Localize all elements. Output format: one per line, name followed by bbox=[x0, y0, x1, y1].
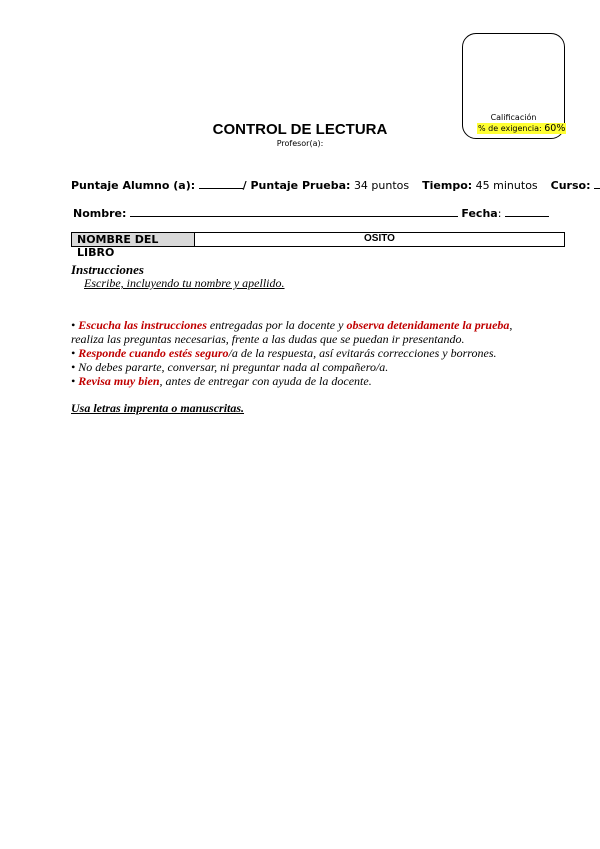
emphasis-listen: Escucha las instrucciones bbox=[78, 318, 207, 332]
exigencia-text: % de exigencia: bbox=[478, 124, 545, 133]
test-score-label: / Puntaje Prueba: bbox=[242, 179, 351, 192]
name-label: Nombre: bbox=[73, 207, 127, 220]
grade-box bbox=[462, 33, 565, 139]
bullet: • bbox=[71, 346, 76, 360]
instruction-item-quiet: • No debes pararte, conversar, ni preguntar nada al compañero/a. bbox=[71, 360, 389, 374]
emphasis-review: Revisa muy bien bbox=[78, 374, 160, 388]
bullet: • bbox=[71, 374, 76, 388]
student-score-field[interactable] bbox=[199, 178, 243, 189]
student-score-label: Puntaje Alumno (a): bbox=[71, 179, 196, 192]
instruction-item-respond bbox=[71, 346, 531, 360]
emphasis-observe: observa detenidamente la prueba bbox=[346, 318, 510, 332]
book-row bbox=[71, 232, 565, 259]
time-label: Tiempo: bbox=[422, 179, 473, 192]
name-field[interactable] bbox=[130, 206, 458, 217]
emphasis-respond: Responde cuando estés seguro bbox=[78, 346, 229, 360]
instruction-text: , realiza las preguntas necesarias, frente a las dudas que se puedan ir presentando. bbox=[71, 318, 513, 346]
instructions-heading: Instrucciones bbox=[71, 262, 144, 277]
instruction-text: , antes de entregar con ayuda de la docente. bbox=[159, 374, 372, 388]
writing-note: Usa letras imprenta o manuscritas. bbox=[71, 401, 245, 415]
grade-label: Calificación bbox=[490, 113, 537, 122]
instructions-subheading: Escribe, incluyendo tu nombre y apellido. bbox=[84, 276, 285, 290]
date-label: Fecha bbox=[461, 207, 498, 220]
name-line: Nombre: Fecha: bbox=[73, 206, 549, 220]
instruction-text: /a de la respuesta, así evitarás correcciones y borrones. bbox=[228, 346, 497, 360]
exigencia-value: 60% bbox=[544, 123, 566, 134]
time-value: 45 minutos bbox=[475, 179, 538, 192]
bullet: • bbox=[71, 318, 76, 332]
exigencia-label bbox=[477, 123, 566, 134]
book-label: NOMBRE DEL LIBRO bbox=[72, 233, 195, 246]
teacher-label: Profesor(a): bbox=[276, 139, 324, 148]
book-title: OSITO bbox=[364, 233, 395, 244]
instruction-item-review bbox=[71, 374, 531, 388]
course-field[interactable] bbox=[594, 178, 600, 189]
test-score-value: 34 puntos bbox=[353, 179, 410, 192]
course-label: Curso: bbox=[550, 179, 591, 192]
instruction-text: entregadas por la docente y bbox=[206, 318, 347, 332]
page-title: CONTROL DE LECTURA bbox=[212, 121, 388, 138]
date-field[interactable] bbox=[505, 206, 549, 217]
score-line bbox=[71, 178, 600, 192]
instruction-item-listen bbox=[71, 318, 531, 346]
